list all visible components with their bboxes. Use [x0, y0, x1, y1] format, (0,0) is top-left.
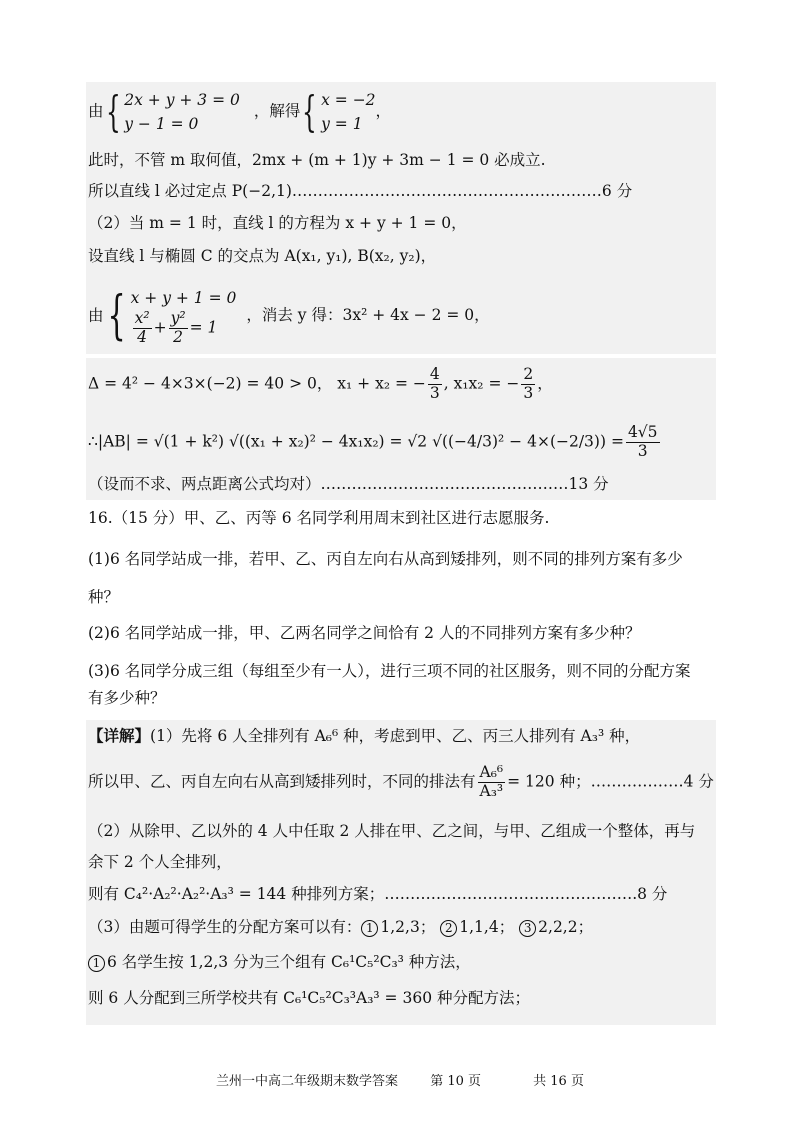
question-16-part-1-cont: 种？ — [88, 588, 120, 606]
solution-line-chord-length: ∴|AB| = √(1 + k²) √((x₁ + x₂)² − 4x₁x₂) = √2 √((−4/3)² − 4×(−2/3)) = $\frac{4√5}{3}$ — [88, 423, 658, 460]
question-16-part-1: (1)6 名同学站成一排，若甲、乙、丙自左向右从高到矮排列，则不同的排列方案有多少 — [88, 550, 683, 568]
solution-line: 设直线 l 与椭圆 C 的交点为 A(x₁, y₁), B(x₂, y₂)， — [88, 247, 437, 265]
solution-line: （2）当 m = 1 时，直线 l 的方程为 x + y + 1 = 0， — [88, 214, 467, 232]
answer-line: 1 6 名学生按 1,2,3 分为三个组有 C₆¹C₅²C₃³ 种方法， — [88, 955, 471, 972]
solution-line: 此时，不管 m 取何值，2mx + (m + 1)y + 3m − 1 = 0 必成立. — [88, 151, 546, 169]
solution-line-system: 由{ 2x + y + 3 = 0 y − 1 = 0，解得{ x = −2 y = 1， — [88, 87, 392, 137]
answer-line-cases: （3）由题可得学生的分配方案可以有： 1 1,2,3； 2 1,1,4； 3 2,2,2； — [88, 918, 594, 936]
answer-line: 则 6 人分配到三所学校共有 C₆¹C₅²C₃³A₃³ = 360 种分配方法； — [88, 989, 530, 1007]
answer-line-fraction: 所以甲、乙、丙自左向右从高到矮排列时，不同的排法有 $\frac{\text{A₆⁶}}{\text{A₃³}}$ = 120 种；………………4 分 — [88, 763, 714, 800]
answer-line: （2）从除甲、乙以外的 4 人中任取 2 人排在甲、乙之间，与甲、乙组成一个整体，再与 — [88, 822, 696, 840]
solution-line: （设而不求、两点距离公式均对）…………………………………………13 分 — [88, 475, 609, 493]
solution-line-discriminant: Δ = 4² − 4×3×(−2) = 40 > 0， x₁ + x₂ = − $\frac{4}{3}$ , x₁x₂ = − $\frac{2}{3}$ ， — [88, 365, 553, 402]
question-16-part-2: (2)6 名同学站成一排，甲、乙两名同学之间恰有 2 人的不同排列方案有多少种？ — [88, 624, 641, 642]
solution-line-ellipse-system: 由{ x + y + 1 = 0 $\frac{\text{x²}}{4}$ + $\frac{\text{y²}}{2}$ = 1，消去 y 得：3x² + 4x − 2 = 0， — [88, 286, 490, 347]
page-footer: 兰州一中高二年级期末数学答案 第 10 页 共 16 页 — [216, 1074, 584, 1089]
question-16-heading: 16.（15 分）甲、乙、丙等 6 名同学利用周末到社区进行志愿服务. — [88, 509, 550, 527]
answer-line: 则有 C₄²·A₂²·A₂²·A₃³ = 144 种排列方案；………………………………………….8 分 — [88, 885, 668, 903]
question-16-part-3-cont: 有多少种？ — [88, 689, 166, 707]
answer-line: 【详解】(1）先将 6 人全排列有 A₆⁶ 种，考虑到甲、乙、丙三人排列有 A₃³ 种， — [88, 726, 641, 745]
answer-line: 余下 2 个人全排列， — [88, 853, 232, 871]
solution-line: 所以直线 l 必过定点 P(−2,1)……………………………………………………6 分 — [88, 182, 633, 200]
question-16-part-3: (3)6 名同学分成三组（每组至少有一人），进行三项不同的社区服务，则不同的分配方案 — [88, 662, 691, 680]
